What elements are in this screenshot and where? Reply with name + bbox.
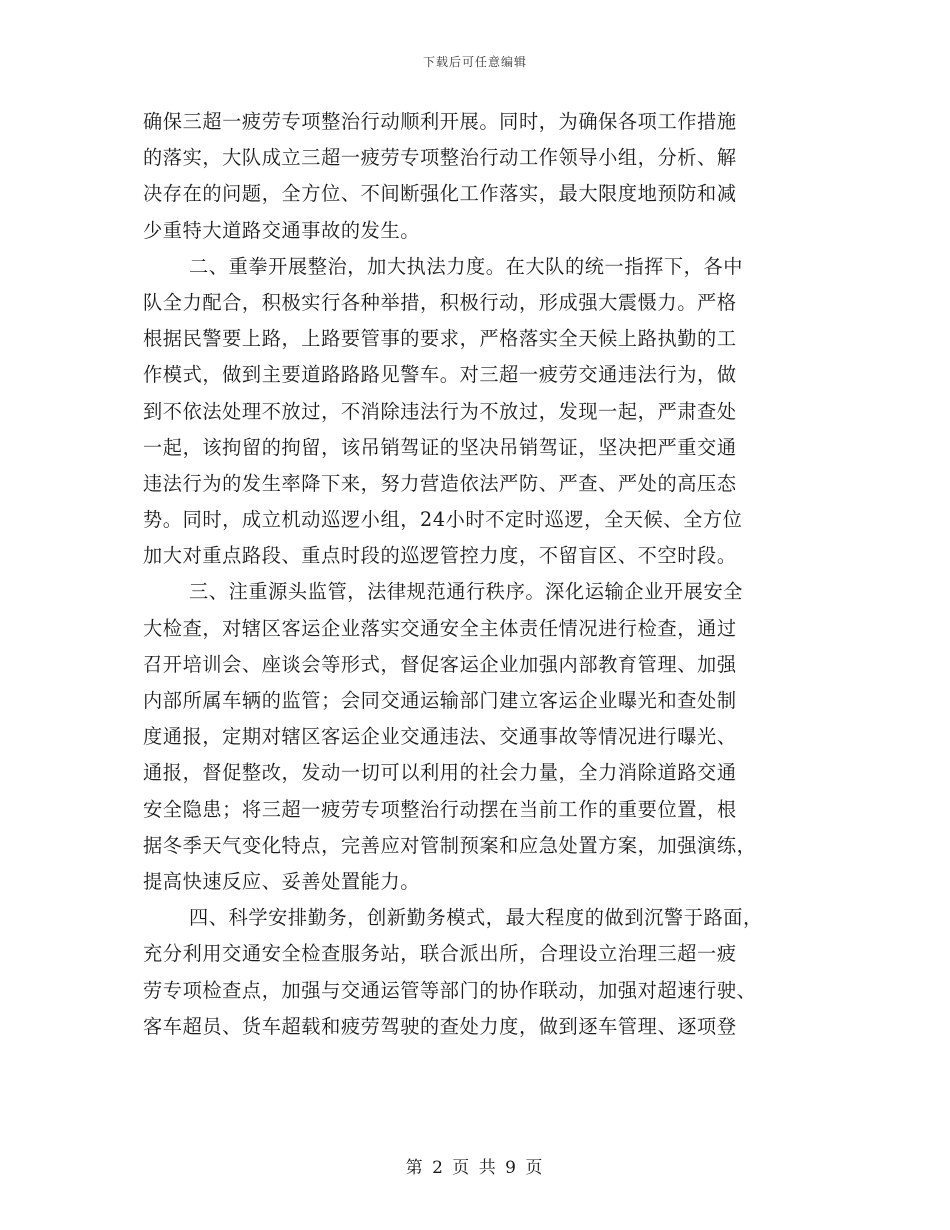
text-line: 据冬季天气变化特点，完善应对管制预案和应急处置方案，加强演练， xyxy=(143,833,757,857)
text-line: 度通报，定期对辖区客运企业交通违法、交通事故等情况进行曝光、 xyxy=(143,725,737,749)
paragraph-first-line: 二、重拳开展整治，加大执法力度。在大队的统一指挥下，各中 xyxy=(189,254,744,278)
text-line: 根据民警要上路，上路要管事的要求，严格落实全天候上路执勤的工 xyxy=(143,327,737,351)
text-line: 势。同时，成立机动巡逻小组，24小时不定时巡逻，全天候、全方位 xyxy=(143,508,743,532)
text-line: 少重特大道路交通事故的发生。 xyxy=(143,218,421,242)
text-line: 内部所属车辆的监管；会同交通运输部门建立客运企业曝光和查处制 xyxy=(143,689,737,712)
text-line: 队全力配合，积极实行各种举措，积极行动，形成强大震慑力。严格 xyxy=(143,290,737,314)
text-line: 大检查，对辖区客运企业落实交通安全主体责任情况进行检查，通过 xyxy=(143,616,737,640)
paragraph-first-line: 三、注重源头监管，法律规范通行秩序。深化运输企业开展安全 xyxy=(189,580,744,604)
text-line: 劳专项检查点，加强与交通运管等部门的协作联动，加强对超速行驶、 xyxy=(143,978,757,1002)
text-line: 充分利用交通安全检查服务站，联合派出所，合理设立治理三超一疲 xyxy=(143,942,737,966)
text-line: 加大对重点路段、重点时段的巡逻管控力度，不留盲区、不空时段。 xyxy=(143,544,737,568)
text-line: 通报，督促整改，发动一切可以利用的社会力量，全力消除道路交通 xyxy=(143,761,737,785)
text-line: 提高快速反应、妥善处置能力。 xyxy=(143,869,421,893)
text-line: 确保三超一疲劳专项整治行动顺利开展。同时，为确保各项工作措施 xyxy=(143,110,737,133)
page-header-note: 下载后可任意编辑 xyxy=(422,55,527,69)
paragraph-first-line: 四、科学安排勤务，创新勤务模式，最大程度的做到沉警于路面， xyxy=(189,906,763,930)
document-body xyxy=(143,104,807,1045)
text-line: 一起，该拘留的拘留，该吊销驾证的坚决吊销驾证，坚决把严重交通 xyxy=(143,435,737,459)
text-line: 违法行为的发生率降下来，努力营造依法严防、严查、严处的高压态 xyxy=(143,471,737,495)
text-line: 决存在的问题，全方位、不间断强化工作落实，最大限度地预防和减 xyxy=(143,182,737,206)
text-line: 到不依法处理不放过，不消除违法行为不放过，发现一起，严肃查处 xyxy=(143,399,737,423)
text-line: 作模式，做到主要道路路路见警车。对三超一疲劳交通违法行为，做 xyxy=(143,363,737,387)
text-line: 安全隐患；将三超一疲劳专项整治行动摆在当前工作的重要位置，根 xyxy=(143,797,737,821)
text-line: 客车超员、货车超载和疲劳驾驶的查处力度，做到逐车管理、逐项登 xyxy=(143,1014,737,1038)
page-number-footer: 第 2 页 共 9 页 xyxy=(405,1158,545,1178)
text-line: 的落实，大队成立三超一疲劳专项整治行动工作领导小组，分析、解 xyxy=(143,146,737,170)
text-line: 召开培训会、座谈会等形式，督促客运企业加强内部教育管理、加强 xyxy=(143,652,737,676)
